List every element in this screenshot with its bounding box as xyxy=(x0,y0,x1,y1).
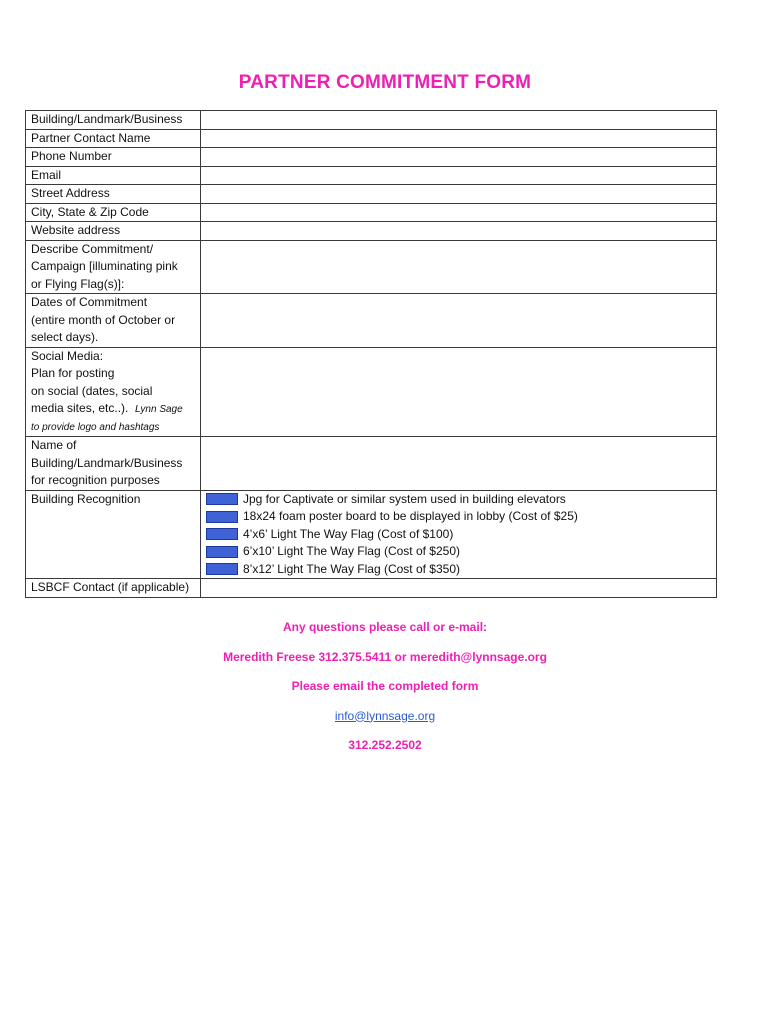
option-label: 6’x10’ Light The Way Flag (Cost of $250) xyxy=(243,544,460,558)
contact-person: Meredith Freese 312.375.5411 or meredith@lynnsage.org xyxy=(223,649,547,664)
option-label: 4’x6’ Light The Way Flag (Cost of $100) xyxy=(243,526,454,541)
table-row xyxy=(26,579,717,598)
table-row xyxy=(26,203,717,222)
label-line: (entire month of October or xyxy=(31,312,176,327)
contact-phone: 312.252.2502 xyxy=(348,738,422,752)
table-row xyxy=(26,347,717,437)
checkbox-icon[interactable] xyxy=(206,493,238,505)
questions-text: Any questions please call or e-mail: xyxy=(282,620,488,634)
recognition-option[interactable] xyxy=(206,508,712,526)
recognition-option[interactable] xyxy=(206,491,712,509)
label-line: Name of xyxy=(31,438,77,452)
table-row xyxy=(26,490,717,579)
field-label-recognition-name xyxy=(26,437,201,491)
option-label: 18x24 foam poster board to be displayed in lobby (Cost of $25) xyxy=(243,509,578,523)
table-row xyxy=(26,294,717,348)
label-line: Campaign [illuminating pink xyxy=(31,259,178,273)
field-label-phone: Phone Number xyxy=(26,148,201,167)
table-row xyxy=(26,185,717,204)
label-line: select days). xyxy=(31,330,99,344)
recognition-option[interactable] xyxy=(206,526,712,544)
field-label-street: Street Address xyxy=(26,185,201,204)
social-note-inline: Lynn Sage xyxy=(135,404,183,415)
field-label-dates xyxy=(26,294,201,348)
contact-info xyxy=(0,620,770,768)
field-label-building: Building/Landmark/Business xyxy=(26,111,201,130)
building-field[interactable] xyxy=(201,111,717,130)
field-label-website: Website address xyxy=(26,222,201,241)
option-label: 8’x12’ Light The Way Flag (Cost of $350) xyxy=(243,561,460,576)
checkbox-icon[interactable] xyxy=(206,546,238,558)
label-line: Dates of Commitment xyxy=(31,295,148,309)
label-line: Plan for posting xyxy=(31,366,115,380)
field-label-email: Email xyxy=(26,166,201,185)
label-line: on social (dates, social xyxy=(31,383,153,398)
label-text: media sites, etc..). xyxy=(31,401,129,415)
recognition-option[interactable] xyxy=(206,543,712,561)
table-row xyxy=(26,240,717,294)
field-label-city: City, State & Zip Code xyxy=(26,203,201,222)
field-label-building-recognition: Building Recognition xyxy=(26,490,201,579)
dates-field[interactable] xyxy=(201,294,717,348)
social-note: to provide logo and hashtags xyxy=(31,421,160,433)
building-recognition-options xyxy=(201,490,717,579)
street-field[interactable] xyxy=(201,185,717,204)
email-field[interactable] xyxy=(201,166,717,185)
contact-name-field[interactable] xyxy=(201,129,717,148)
recognition-option[interactable] xyxy=(206,561,712,579)
field-label-commitment xyxy=(26,240,201,294)
partner-commitment-table xyxy=(25,110,717,598)
label-line: for recognition purposes xyxy=(31,473,160,487)
field-label-lsbcf-contact: LSBCF Contact (if applicable) xyxy=(26,579,201,598)
table-row xyxy=(26,222,717,241)
option-label: Jpg for Captivate or similar system used in building elevators xyxy=(243,491,566,506)
table-row xyxy=(26,148,717,167)
checkbox-icon[interactable] xyxy=(206,511,238,523)
email-link[interactable]: info@lynnsage.org xyxy=(334,708,436,723)
table-row xyxy=(26,437,717,491)
page-title: PARTNER COMMITMENT FORM xyxy=(238,72,532,93)
label-line: Social Media: xyxy=(31,348,104,363)
field-label-social xyxy=(26,347,201,437)
field-label-contact-name: Partner Contact Name xyxy=(26,129,201,148)
checkbox-icon[interactable] xyxy=(206,563,238,575)
phone-field[interactable] xyxy=(201,148,717,167)
social-field[interactable] xyxy=(201,347,717,437)
label-line: Describe Commitment/ xyxy=(31,241,154,256)
label-line: or Flying Flag(s)]: xyxy=(31,276,125,291)
city-field[interactable] xyxy=(201,203,717,222)
email-prompt: Please email the completed form xyxy=(291,679,479,693)
commitment-field[interactable] xyxy=(201,240,717,294)
label-line xyxy=(31,400,196,419)
label-line: Building/Landmark/Business xyxy=(31,455,183,470)
website-field[interactable] xyxy=(201,222,717,241)
table-row xyxy=(26,129,717,148)
lsbcf-contact-field[interactable] xyxy=(201,579,717,598)
table-row xyxy=(26,166,717,185)
checkbox-icon[interactable] xyxy=(206,528,238,540)
recognition-name-field[interactable] xyxy=(201,437,717,491)
table-row xyxy=(26,111,717,130)
